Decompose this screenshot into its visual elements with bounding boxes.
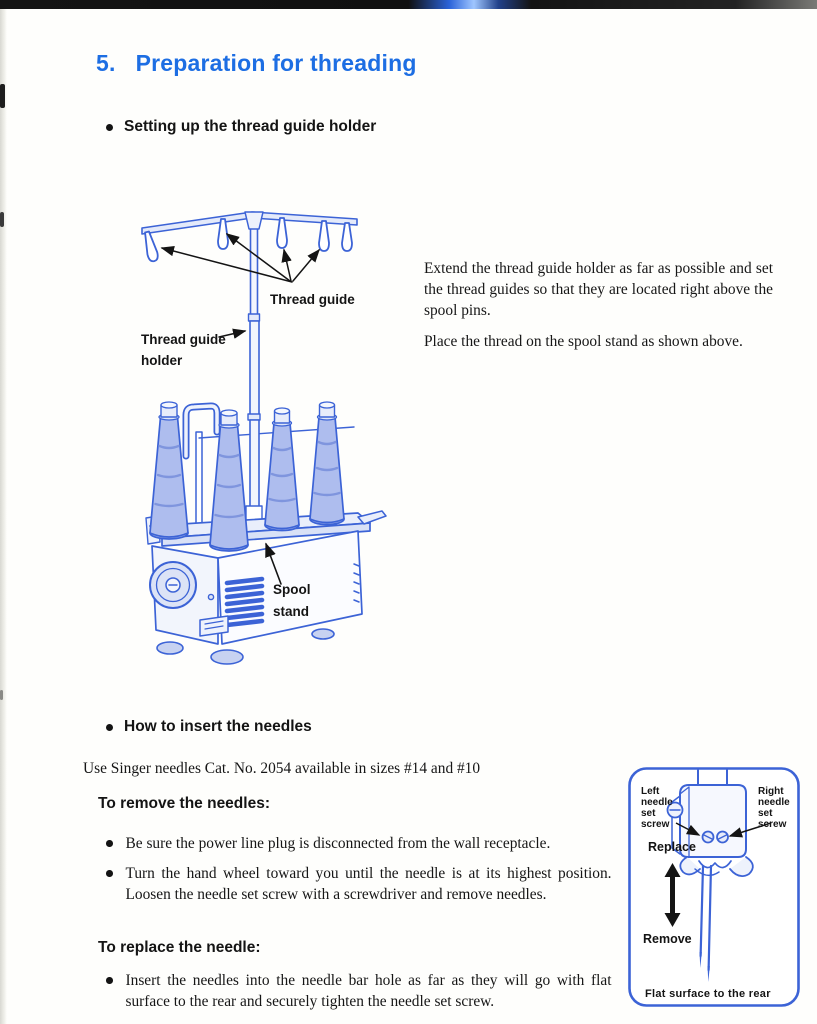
bullet-icon (106, 124, 113, 131)
paragraph-extend: Extend the thread guide holder as far as possible and set the thread guides so that they are located right above the spool pins. (424, 260, 773, 319)
insert-needles-heading-text: How to insert the needles (124, 718, 312, 735)
thread-guide-holder-label-line1: Thread guide (141, 332, 226, 347)
remove-needles-subhead: To remove the needles: (98, 795, 270, 812)
thread-cone (310, 402, 344, 525)
bullet-icon (106, 870, 113, 877)
setting-up-heading (106, 118, 376, 136)
scan-left-edge (0, 9, 7, 1024)
replace-needle-subhead: To replace the needle: (98, 939, 261, 956)
list-item: Insert the needles into the needle bar hole as far as they will go with flat surface to the rear and securely tighten the needle set screw. (106, 970, 612, 1012)
right-screw-label-line3: set (758, 808, 773, 819)
page-title (96, 50, 417, 77)
left-screw-label-line1: Left (641, 786, 660, 797)
right-screw-label-line4: screw (758, 819, 787, 830)
remove-label: Remove (643, 932, 692, 946)
thread-guide-label: Thread guide (270, 292, 355, 307)
replace-label: Replace (648, 840, 696, 854)
thread-cone (150, 402, 188, 539)
spool-stand-illustration (126, 186, 426, 686)
needle-clamp-diagram (627, 766, 801, 1013)
bullet-icon (106, 977, 113, 984)
thread-guide-arrows (162, 234, 319, 337)
hand-wheel (150, 562, 196, 608)
spool-stand-label-line1: Spool (273, 582, 311, 597)
left-screw-label-line2: needle (641, 797, 673, 808)
setting-up-heading-text: Setting up the thread guide holder (124, 118, 377, 135)
paragraph-place: Place the thread on the spool stand as shown above. (424, 333, 743, 350)
left-screw-label-line4: screw (641, 819, 670, 830)
list-item: Turn the hand wheel toward you until the needle is at its highest position. Loosen the needle set screw with a screwdriver and remove needles. (106, 863, 612, 905)
bullet-icon (106, 724, 113, 731)
needle-clamp-illustration (627, 766, 801, 1008)
flat-surface-caption: Flat surface to the rear (645, 988, 771, 1000)
thread-cone (265, 408, 299, 531)
section-title: Preparation for threading (135, 50, 417, 76)
spool-stand-label-line2: stand (273, 604, 310, 619)
remove-needles-list (106, 833, 612, 905)
scan-top-edge (0, 0, 817, 9)
threading-instructions (424, 258, 773, 362)
left-screw-label-line3: set (641, 808, 656, 819)
bullet-icon (106, 840, 113, 847)
insert-needles-heading (106, 718, 312, 736)
list-item: Be sure the power line plug is disconnected from the wall receptacle. (106, 833, 612, 854)
needle-intro: Use Singer needles Cat. No. 2054 available in sizes #14 and #10 (83, 760, 481, 777)
scan-mark (0, 212, 4, 227)
section-number: 5. (96, 50, 116, 76)
right-screw-label-line1: Right (758, 786, 784, 797)
right-screw-label-line2: needle (758, 797, 790, 808)
scan-mark (0, 690, 3, 700)
machine-diagram (126, 186, 426, 691)
thread-guide-holder-label-line2: holder (141, 353, 183, 368)
scan-mark (0, 84, 5, 108)
replace-needle-list (106, 970, 612, 1012)
